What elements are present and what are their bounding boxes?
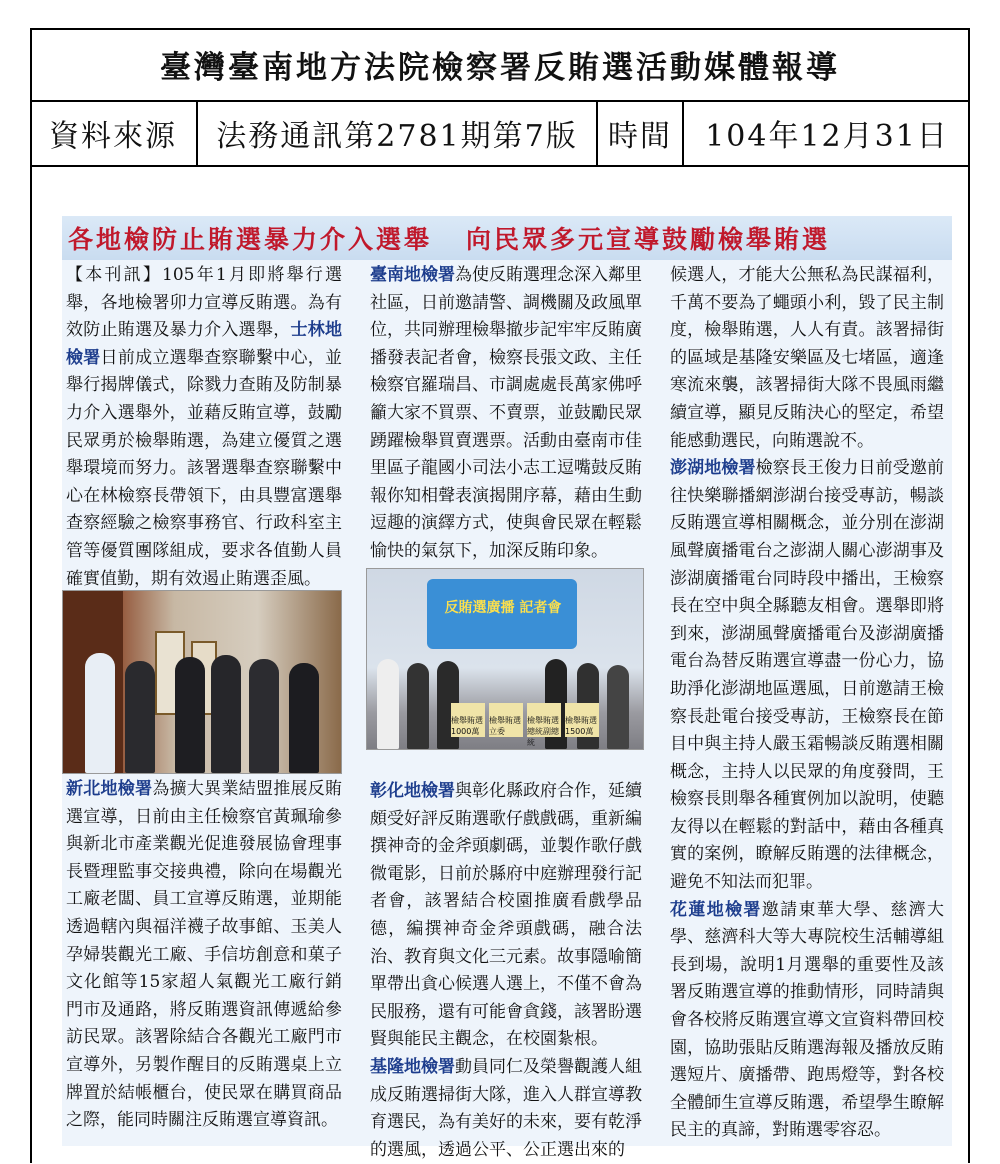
hualien-text: 邀請東華大學、慈濟大學、慈濟科大等大專院校生活輔導組長到場，說明1月選舉的重要性及該署反賄選宣導的推動情形，同時請與會各校將反賄選宣導文宣資料帶回校園，協助張貼反賄選海報及播放反賄選短片、廣播帶、跑馬燈等，對各校全體師生宣導反賄選，希望學生瞭解民主的真諦，對賄選零容忍。 [670,899,945,1141]
keelung-text: 動員同仁及榮譽觀護人組成反賄選掃街大隊，進入人群宣導教育選民，為有美好的未來，要有乾淨的選風，透過公平、公正選出來的 [370,1056,642,1160]
sign-4: 檢舉賄選 1500萬 [565,716,597,736]
info-row [30,101,970,167]
sign-1: 檢舉賄選 1000萬 [451,716,483,736]
hualien-lead: 花蓮地檢署 [670,899,762,920]
headline-part-b: 向民眾多元宣導鼓勵檢舉賄選 [466,225,831,254]
xinbei-lead: 新北地檢署 [66,779,153,799]
xinbei-text: 為擴大異業結盟推展反賄選宣導，日前由主任檢察官黃珮瑜參與新北市產業觀光促進發展協會理事長暨理監事交接典禮，除向在場觀光工廠老闆、員工宣導反賄選，並期能透過轄內與福洋襪子故事館、玉美人孕婦裝觀光工廠、手信坊創意和菓子文化館等15家超人氣觀光工廠行銷門市及通路，將反賄選資訊傳遞給參訪民眾。該署除結合各觀光工廠門市宣導外，另製作醒目的反賄選桌上立牌置於結帳櫃台，使民眾在購買商品之際，能同時關注反賄選宣導資訊。 [66,779,343,1131]
column-1-top [66,262,342,593]
column-2-bottom [370,778,642,1164]
photo-tainan-press-conference [366,568,644,750]
changhua-text: 與彰化縣政府合作，延續頗受好評反賄選歌仔戲戲碼，重新編撰神奇的金斧頭劇碼，並製作歌仔戲微電影，日前於縣府中庭辦理發行記者會，該署結合校園推廣看戲學品德，編撰神奇金斧頭戲碼，融合法治、教育與文化三元素。故事隱喻簡單帶出貪心候選人選上，不僅不會為民服務，還有可能會貪錢，該署盼選賢與能民主觀念，在校園紮根。 [370,781,642,1050]
keelung-lead: 基隆地檢署 [370,1056,455,1077]
intro-text: 【本刊訊】105年1月即將舉行選舉，各地檢署卯力宣導反賄選。為有效防止賄選及暴力介入選舉， [66,265,342,341]
penghu-lead: 澎湖地檢署 [670,458,756,479]
article-headline [62,216,952,260]
source-label: 資料來源 [30,101,198,165]
tainan-text: 為使反賄選理念深入鄰里社區，日前邀請警、調機關及政風單位，共同辦理檢舉撤步記牢牢反賄廣播發表記者會，檢察長張文政、主任檢察官羅瑞昌、市調處處長萬家佛呼籲大家不買票、不賣票，並鼓勵民眾踴躍檢舉買賣選票。活動由臺南市佳里區子龍國小司法小志工逗嘴鼓反賄報你知相聲表演揭開序幕，藉由生動逗趣的演繹方式，使與會民眾在輕鬆愉快的氣氛下，加深反賄印象。 [370,265,642,561]
changhua-lead: 彰化地檢署 [370,781,455,801]
press-banner-text: 反賄選廣播 記者會 [444,600,562,616]
sign-2: 檢舉賄選 立委 [489,716,521,736]
time-value: 104年12月31日 [705,119,949,154]
keelung-continued-text: 候選人，才能大公無私為民謀福利，千萬不要為了蠅頭小利，毀了民主制度，檢舉賄選，人人有責。該署掃街的區域是基隆安樂區及七堵區，適逢寒流來襲，該署掃街大隊不畏風雨繼續宣導，顯見反賄決心的堅定，希望能感動選民，向賄選說不。 [670,265,944,451]
source-value: 法務通訊第2781期第7版 [198,101,598,165]
tainan-lead: 臺南地檢署 [370,265,455,285]
column-2-top [370,262,642,566]
column-1-bottom [66,776,342,1135]
penghu-text: 檢察長王俊力日前受邀前往快樂聯播網澎湖台接受專訪，暢談反賄選宣導相關概念，並分別在澎湖風聲廣播電台之澎湖人關心澎湖事及澎湖廣播電台同時段中播出，王檢察長在空中與全縣聽友相會。選舉即將到來，澎湖風聲廣播電台及澎湖廣播電台為替反賄選宣導盡一份心力，協助淨化澎湖地區選風，日前邀請王檢察長赴電台接受專訪，王檢察長在節目中與主持人嚴玉霜暢談反賄選相關概念，主持人以民眾的角度發問，王檢察長則舉各種實例加以說明，使聽友得以在輕鬆的對話中，藉由各種真實的案例，瞭解反賄選的法律概念，避免不知法而犯罪。 [670,458,945,893]
page-title: 臺灣臺南地方法院檢察署反賄選活動媒體報導 [30,28,970,102]
shilin-lead: 士林地檢署 [66,320,343,368]
headline-part-a: 各地檢防止賄選暴力介入選舉 [68,225,433,254]
time-label: 時間 [598,101,684,165]
photo-shilin-ceremony [62,590,342,774]
column-3 [670,262,944,1145]
shilin-text: 日前成立選舉查察聯繫中心，並舉行揭牌儀式，除戮力查賄及防制暴力介入選舉外，並藉反賄宣導，鼓勵民眾勇於檢舉賄選，為建立優質之選舉環境而努力。該署選舉查察聯繫中心在林檢察長帶領下，由具豐富選舉查察經驗之檢察事務官、行政科室主管等優質團隊組成，要求各值勤人員確實值勤，期有效遏止賄選歪風。 [66,347,343,589]
sign-3: 檢舉賄選 總統副總統 [527,716,559,747]
